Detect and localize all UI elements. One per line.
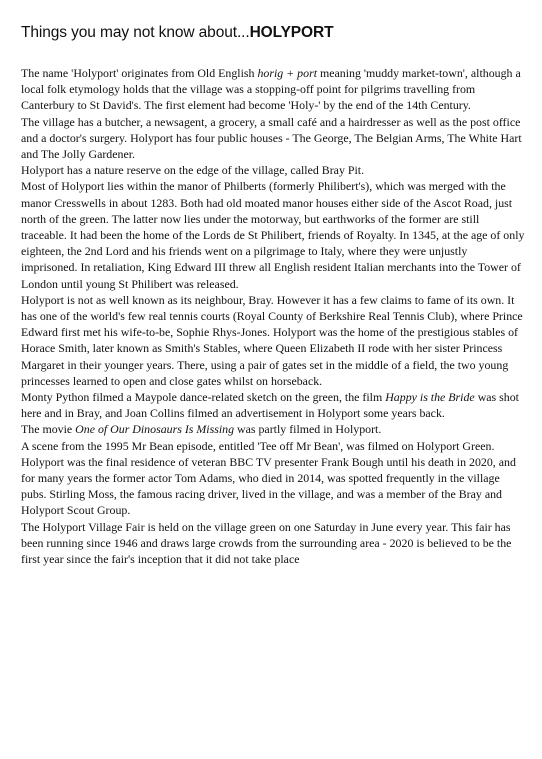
article-body [21, 65, 525, 567]
title-place-name: HOLYPORT [249, 24, 334, 41]
paragraph-text: The name 'Holyport' originates from Old English [21, 66, 258, 80]
paragraph-dinosaurs-movie [21, 421, 525, 437]
paragraph-residents: Holyport was the final residence of veteran BBC TV presenter Frank Bough until his death in 2020, and for many years the former actor Tom Adams, who died in 2014, was spotted frequently in the village pubs. Stirling Moss, the famous racing driver, lived in the village, and was a member of the Bray and Holyport Scout Group. [21, 454, 516, 518]
film-title: One of Our Dinosaurs Is Missing [75, 422, 235, 437]
paragraph-filming [21, 389, 525, 421]
paragraph-text: was partly filmed in Holyport. [234, 422, 382, 437]
document-page [21, 24, 525, 567]
paragraph-manor-history: Most of Holyport lies within the manor of Philberts (formerly Philibert's), which was merged with the manor Cresswells in about 1283. Both had old moated manor houses either side of the Ascot Road, just north of the green. The latter now lies under the motorway, but earthworks of the former are still traceable. It had been the home of the Lords de St Philibert, friends of Royalty. In 1345, at the age of only eighteen, the 2nd Lord and his friends went on a pilgrimage to Italy, where they were unjustly imprisoned. In retaliation, King Edward III threw all English resident Italian merchants into the Tower of London until young St Philibert was released. [21, 179, 525, 291]
paragraph-village-fair: The Holyport Village Fair is held on the village green on one Saturday in June every year. This fair has been running since 1946 and draws large crowds from the surrounding area - 2020 is believed to be the first year since the fair's inception that it did not take place [21, 519, 512, 567]
paragraph-amenities: The village has a butcher, a newsagent, a grocery, a small café and a hairdresser as well as the post office and a doctor's surgery. Holyport has four public houses - The George, The Belgian Arms, The White Hart and The Jolly Gardener. [21, 114, 522, 162]
paragraph-text: Monty Python filmed a Maypole dance-related sketch on the green, the film [21, 390, 386, 405]
paragraph-name-origin [21, 65, 525, 114]
title-prefix: Things you may not know about... [21, 24, 250, 41]
paragraph-text: was shot here and in Bray, and Joan Collins filmed an advertisement in Holyport some years back. [21, 390, 519, 421]
film-title: Happy is the Bride [385, 390, 475, 405]
page-title [21, 24, 525, 42]
etymology-term: horig + port [257, 66, 317, 80]
paragraph-nature-reserve: Holyport has a nature reserve on the edge of the village, called Bray Pit. [21, 163, 365, 178]
paragraph-mr-bean: A scene from the 1995 Mr Bean episode, entitled 'Tee off Mr Bean', was filmed on Holyport Green. [21, 438, 495, 453]
paragraph-text: meaning 'muddy market-town', although a local folk etymology holds that the village was a stopping-off point for pilgrims travelling from Canterbury to St David's. The first element had become 'Holy-' by the end of the 14th Century. [21, 66, 521, 113]
paragraph-claims-to-fame: Holyport is not as well known as its neighbour, Bray. However it has a few claims to fame of its own. It has one of the world's few real tennis courts (Royal County of Berkshire Real Tennis Club), where Prince Edward first met his wife-to-be, Sophie Rhys-Jones. Holyport was the home of the prestigious stables of Horace Smith, later known as Smith's Stables, where Queen Elizabeth II rode with her sister Princess Margaret in their younger years. There, using a pair of gates set in the middle of a field, the two young princesses learned to open and close gates whilst on horseback. [21, 292, 523, 388]
paragraph-text: The movie [21, 422, 76, 437]
